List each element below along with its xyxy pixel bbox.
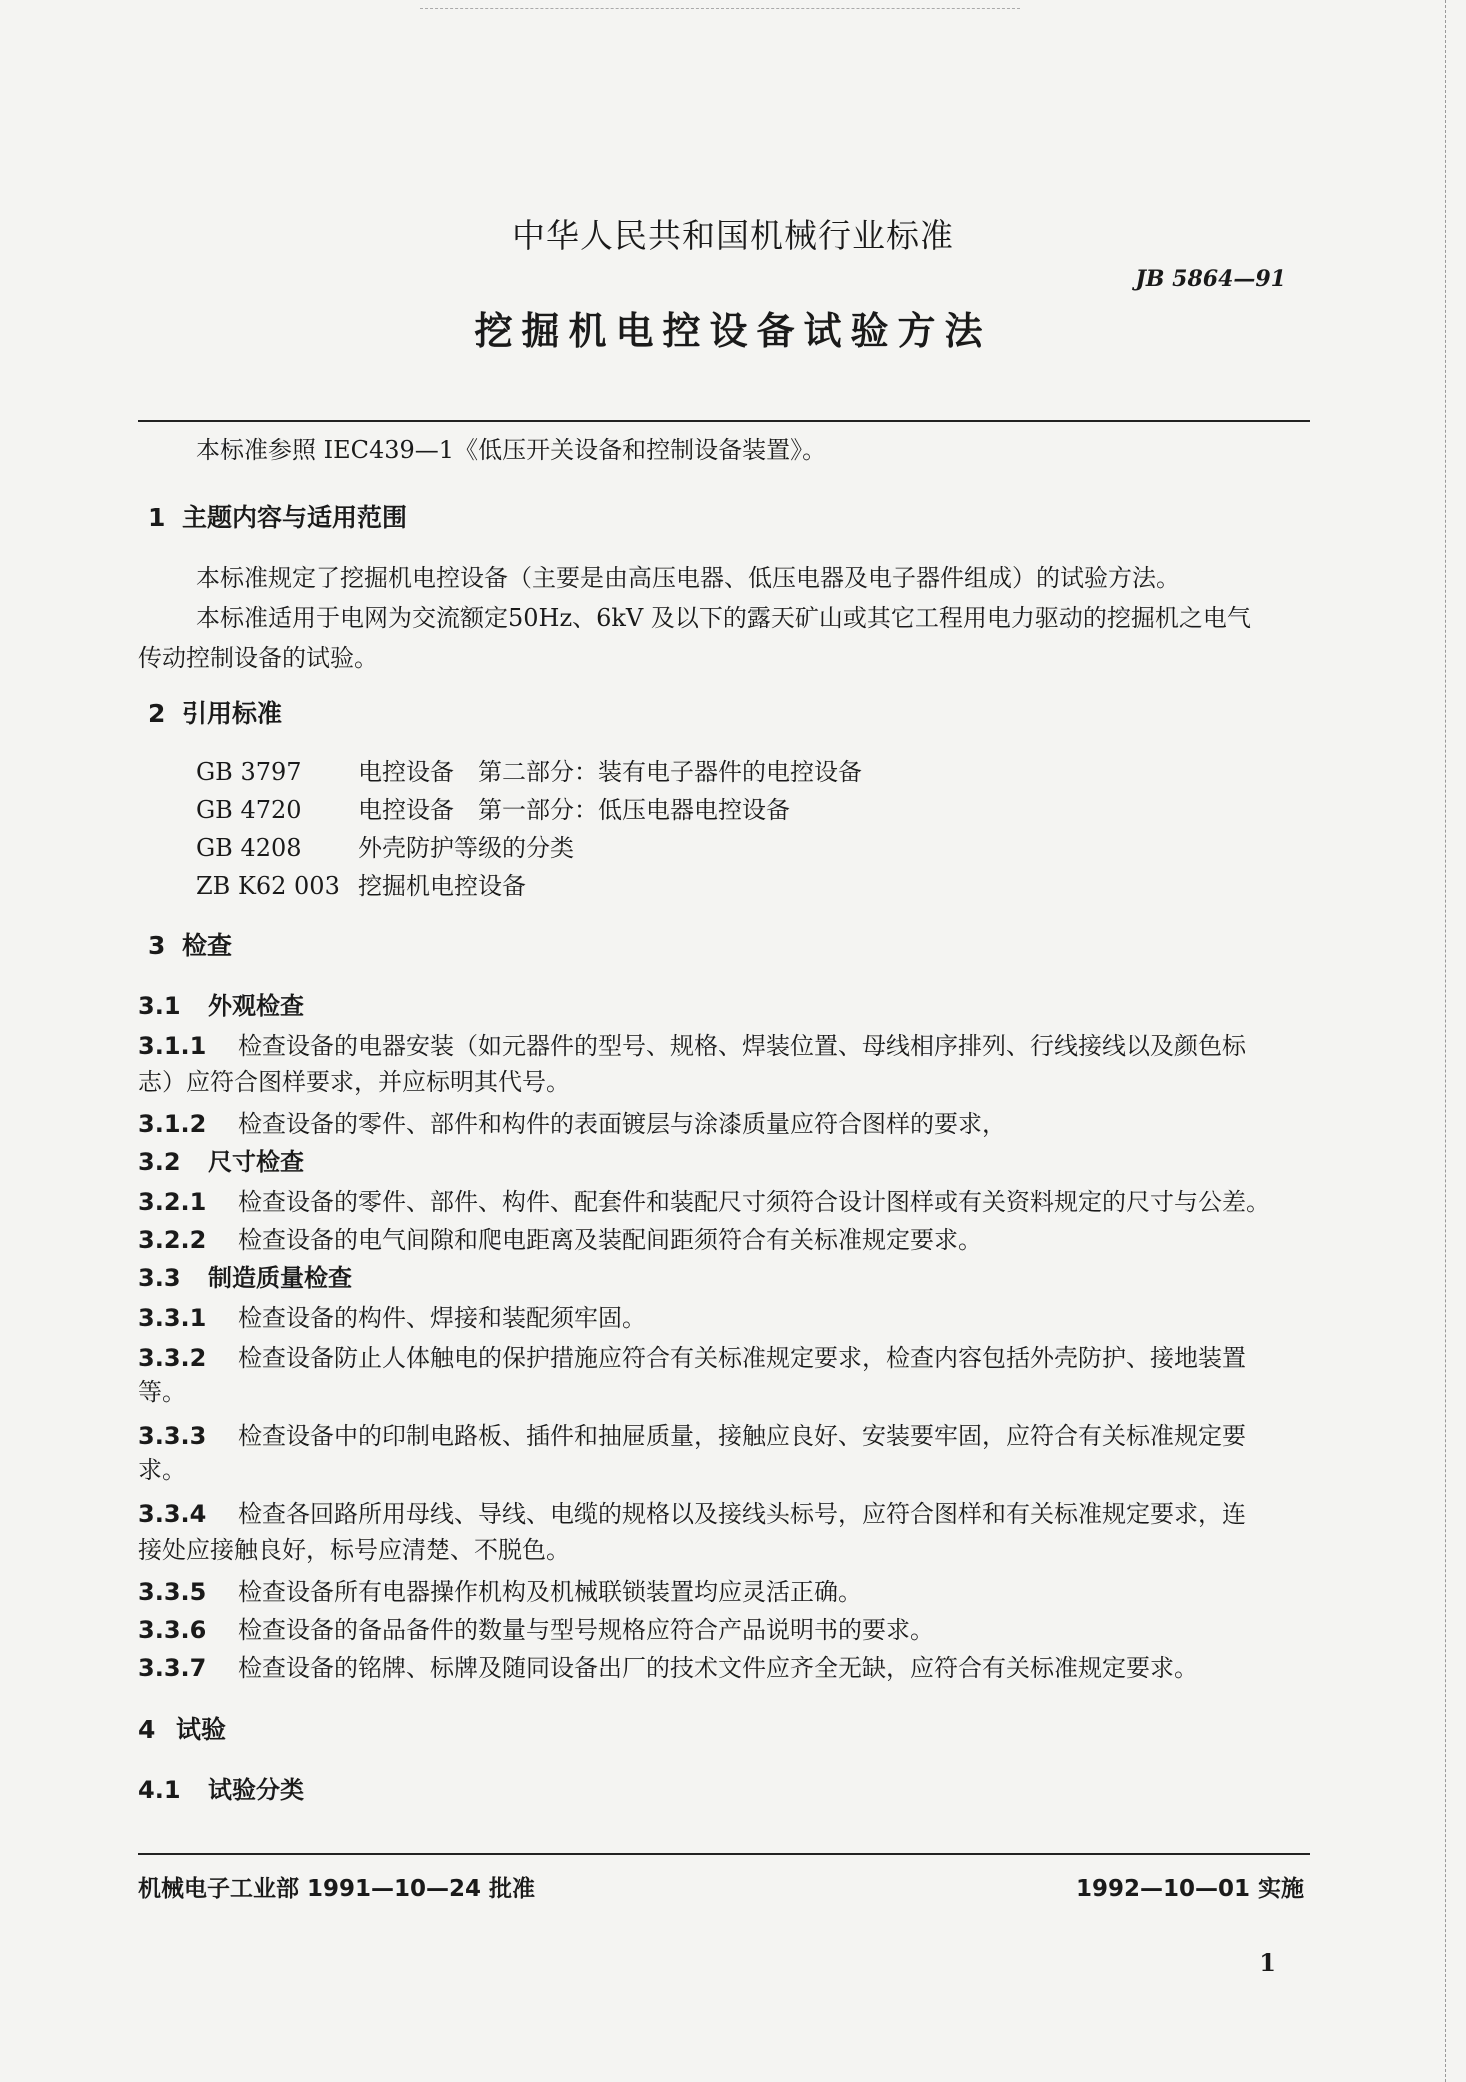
subsection-3-2-heading xyxy=(138,1142,304,1177)
clause-number: 3.1.2 xyxy=(138,1110,207,1138)
section-number: 2 xyxy=(148,699,166,728)
clause-3-3-3 xyxy=(138,1416,1246,1456)
section-title: 主题内容与适用范围 xyxy=(182,503,408,532)
clause-3-1-1-cont: 志）应符合图样要求，并应标明其代号。 xyxy=(138,1068,570,1096)
clause-number: 3.2.1 xyxy=(138,1188,207,1216)
subsection-number: 3.2 xyxy=(138,1148,181,1176)
footer-divider xyxy=(138,1853,1310,1855)
subsection-3-3-heading xyxy=(138,1258,352,1293)
section-title: 引用标准 xyxy=(182,699,283,728)
standard-code: JB 5864—91 xyxy=(1135,266,1286,292)
section-number: 1 xyxy=(148,503,166,532)
subsection-title: 外观检查 xyxy=(208,992,304,1020)
reference-row xyxy=(196,752,862,792)
clause-3-3-3-cont: 求。 xyxy=(138,1456,186,1484)
clause-3-3-2 xyxy=(138,1338,1246,1378)
section-3-heading xyxy=(148,926,232,962)
clause-text: 检查各回路所用母线、导线、电缆的规格以及接线头标号，应符合图样和有关标准规定要求，连 xyxy=(238,1500,1246,1528)
clause-number: 3.3.6 xyxy=(138,1616,207,1644)
clause-text: 检查设备的零件、部件、构件、配套件和装配尺寸须符合设计图样或有关资料规定的尺寸与公差。 xyxy=(238,1188,1270,1216)
section-2-heading xyxy=(148,694,282,730)
clause-text: 检查设备中的印制电路板、插件和抽屉质量，接触应良好、安装要牢固，应符合有关标准规定要 xyxy=(238,1422,1246,1450)
subsection-4-1-heading xyxy=(138,1770,304,1805)
reference-title: 电控设备 第二部分：装有电子器件的电控设备 xyxy=(358,758,862,786)
clause-number: 3.3.4 xyxy=(138,1500,207,1528)
reference-title: 挖掘机电控设备 xyxy=(358,872,526,900)
clause-3-3-6 xyxy=(138,1610,934,1650)
subsection-title: 制造质量检查 xyxy=(208,1264,352,1292)
reference-code: GB 3797 xyxy=(196,758,302,786)
section-number: 3 xyxy=(148,931,166,960)
clause-3-1-1 xyxy=(138,1026,1246,1066)
clause-3-1-2 xyxy=(138,1104,1006,1144)
scan-edge-top xyxy=(420,8,1020,9)
reference-row xyxy=(196,790,790,830)
section-1-heading xyxy=(148,498,407,534)
subsection-title: 试验分类 xyxy=(208,1776,304,1804)
section-number: 4 xyxy=(138,1715,156,1744)
clause-text: 检查设备的备品备件的数量与型号规格应符合产品说明书的要求。 xyxy=(238,1616,934,1644)
section-1-paragraph-2-cont: 传动控制设备的试验。 xyxy=(138,644,378,672)
reference-title: 外壳防护等级的分类 xyxy=(358,834,574,862)
reference-row xyxy=(196,866,526,906)
section-title: 检查 xyxy=(182,931,233,960)
clause-3-3-1 xyxy=(138,1298,646,1338)
effective-date: 1992—10—01 实施 xyxy=(1075,1876,1304,1902)
clause-3-3-4-cont: 接处应接触良好，标号应清楚、不脱色。 xyxy=(138,1536,570,1564)
clause-3-3-7 xyxy=(138,1648,1198,1688)
subsection-title: 尺寸检查 xyxy=(208,1148,304,1176)
reference-code: GB 4720 xyxy=(196,796,302,824)
page-number: 1 xyxy=(1259,1948,1276,1977)
section-4-heading xyxy=(138,1710,226,1746)
clause-number: 3.2.2 xyxy=(138,1226,207,1254)
clause-text: 检查设备的铭牌、标牌及随同设备出厂的技术文件应齐全无缺，应符合有关标准规定要求。 xyxy=(238,1654,1198,1682)
clause-3-2-1 xyxy=(138,1182,1270,1222)
section-1-paragraph-2: 本标准适用于电网为交流额定50Hz、6kV 及以下的露天矿山或其它工程用电力驱动的挖掘机之电气 xyxy=(196,604,1251,632)
subsection-3-1-heading xyxy=(138,986,304,1021)
reference-title: 电控设备 第一部分：低压电器电控设备 xyxy=(358,796,790,824)
intro-paragraph: 本标准参照 IEC439—1《低压开关设备和控制设备装置》。 xyxy=(196,436,827,464)
document-title: 挖掘机电控设备试验方法 xyxy=(474,309,992,353)
header-divider xyxy=(138,420,1310,422)
clause-text: 检查设备的电气间隙和爬电距离及装配间距须符合有关标准规定要求。 xyxy=(238,1226,982,1254)
clause-3-3-2-cont: 等。 xyxy=(138,1378,186,1406)
clause-3-2-2 xyxy=(138,1220,982,1260)
clause-number: 3.3.3 xyxy=(138,1422,207,1450)
standard-org-header: 中华人民共和国机械行业标准 xyxy=(512,216,954,255)
clause-text: 检查设备的零件、部件和构件的表面镀层与涂漆质量应符合图样的要求， xyxy=(238,1110,1006,1138)
clause-number: 3.3.1 xyxy=(138,1304,207,1332)
approval-note: 机械电子工业部 1991—10—24 批准 xyxy=(138,1876,536,1902)
reference-code: ZB K62 003 xyxy=(196,872,340,900)
subsection-number: 3.1 xyxy=(138,992,181,1020)
clause-number: 3.1.1 xyxy=(138,1032,207,1060)
clause-number: 3.3.7 xyxy=(138,1654,207,1682)
clause-3-3-4 xyxy=(138,1494,1246,1534)
reference-row xyxy=(196,828,574,868)
subsection-number: 4.1 xyxy=(138,1776,181,1804)
clause-number: 3.3.2 xyxy=(138,1344,207,1372)
section-title: 试验 xyxy=(176,1715,227,1744)
clause-text: 检查设备防止人体触电的保护措施应符合有关标准规定要求，检查内容包括外壳防护、接地装置 xyxy=(238,1344,1246,1372)
subsection-number: 3.3 xyxy=(138,1264,181,1292)
clause-text: 检查设备所有电器操作机构及机械联锁装置均应灵活正确。 xyxy=(238,1578,862,1606)
section-1-paragraph-1: 本标准规定了挖掘机电控设备（主要是由高压电器、低压电器及电子器件组成）的试验方法。 xyxy=(196,564,1180,592)
clause-3-3-5 xyxy=(138,1572,862,1612)
reference-code: GB 4208 xyxy=(196,834,302,862)
clause-number: 3.3.5 xyxy=(138,1578,207,1606)
clause-text: 检查设备的电器安装（如元器件的型号、规格、焊装位置、母线相序排列、行线接线以及颜色标 xyxy=(238,1032,1246,1060)
clause-text: 检查设备的构件、焊接和装配须牢固。 xyxy=(238,1304,646,1332)
